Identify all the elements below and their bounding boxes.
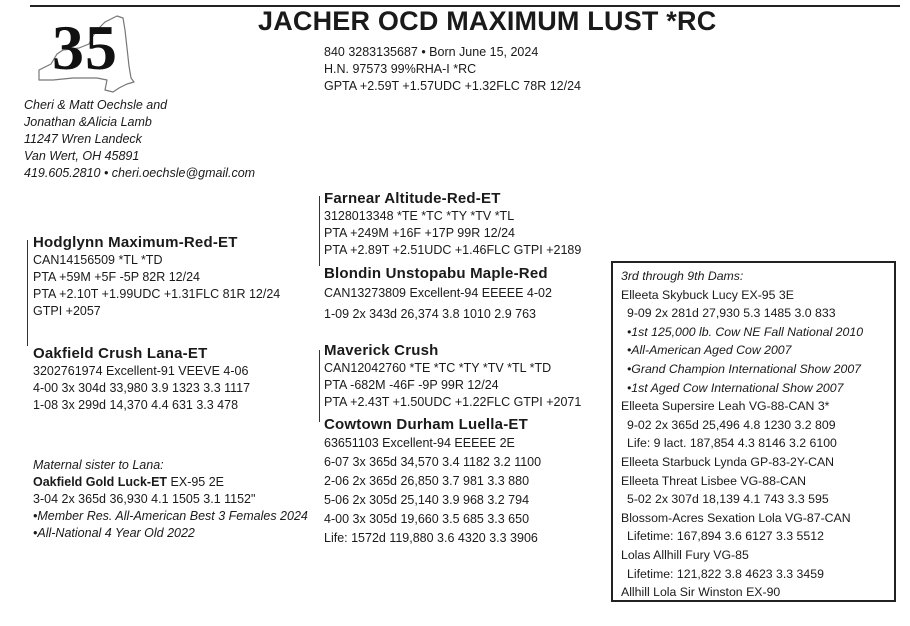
sister-name: Oakfield Gold Luck-ET	[33, 475, 168, 489]
dam-dam-id-score: 63651103 Excellent-94 EEEEE 2E	[324, 436, 515, 450]
consignor-names-1: Cheri & Matt Oechsle and	[24, 98, 168, 112]
dam8-lifetime: Lifetime: 121,822 3.8 4623 3.3 3459	[627, 566, 824, 581]
dam-dam-record-1: 6-07 3x 365d 34,570 3.4 1182 3.2 1100	[324, 455, 542, 469]
sire-dam-block	[324, 264, 552, 325]
consignor-block	[24, 97, 255, 182]
dam3-award-3: •Grand Champion International Show 2007	[627, 361, 861, 376]
dams-box-heading: 3rd through 9th Dams:	[621, 269, 744, 283]
dam-dam-block	[324, 415, 541, 548]
dam-sire-pta-2: PTA +2.43T +1.50UDC +1.22FLC GTPI +2071	[324, 395, 582, 409]
dam3-award-1: •1st 125,000 lb. Cow NE Fall National 2010	[627, 324, 864, 339]
animal-gpta: GPTA +2.59T +1.57UDC +1.32FLC 78R 12/24	[324, 79, 581, 93]
dam-sire-id: CAN12042760 *TE *TC *TY *TV *TL *TD	[324, 361, 552, 375]
dam-sire-name: Maverick Crush	[324, 342, 439, 359]
animal-id-birth: 840 3283135687 • Born June 15, 2024	[324, 45, 539, 59]
dam-record-2: 1-08 3x 299d 14,370 4.4 631 3.3 478	[33, 398, 239, 412]
dam6-record: 5-02 2x 307d 18,139 4.1 743 3.3 595	[627, 492, 829, 507]
sire-dam-record: 1-09 2x 343d 26,374 3.8 1010 2.9 763	[324, 307, 536, 321]
consignor-street: 11247 Wren Landeck	[24, 132, 142, 146]
sire-sire-block	[324, 189, 581, 259]
sire-sire-name: Farnear Altitude-Red-ET	[324, 190, 501, 207]
consignor-names-2: Jonathan &Alicia Lamb	[24, 115, 152, 129]
sister-award-2: •All-National 4 Year Old 2022	[33, 526, 195, 540]
dam7-lifetime: Lifetime: 167,894 3.6 6127 3.3 5512	[627, 529, 824, 544]
sire-sire-pta-1: PTA +249M +16F +17P 99R 12/24	[324, 226, 515, 240]
sire-name: Hodglynn Maximum-Red-ET	[33, 234, 238, 251]
sister-caption: Maternal sister to Lana:	[33, 458, 164, 472]
dam-dam-record-4: 4-00 3x 305d 19,660 3.5 685 3.3 650	[324, 512, 530, 526]
sister-award-1: •Member Res. All-American Best 3 Females 2024	[33, 509, 308, 523]
dam6-name: Elleeta Threat Lisbee VG-88-CAN	[621, 473, 806, 488]
dam7-name: Blossom-Acres Sexation Lola VG-87-CAN	[621, 510, 851, 525]
dam5-name: Elleeta Starbuck Lynda GP-83-2Y-CAN	[621, 454, 835, 469]
animal-info	[324, 44, 581, 95]
sire-block	[33, 233, 280, 320]
dam-sire-pta-1: PTA -682M -46F -9P 99R 12/24	[324, 378, 499, 392]
animal-name: JACHER OCD MAXIMUM LUST *RC	[258, 6, 717, 36]
sire-pta-2: PTA +2.10T +1.99UDC +1.31FLC 81R 12/24	[33, 287, 281, 301]
dam-dam-name: Cowtown Durham Luella-ET	[324, 416, 528, 433]
dam-block	[33, 344, 250, 414]
dam-dam-lifetime: Life: 1572d 119,880 3.6 4320 3.3 3906	[324, 531, 538, 545]
dam9-sire-name: Allhill Lola Sir Winston EX-90	[621, 585, 781, 600]
dam8-name: Lolas Allhill Fury VG-85	[621, 547, 749, 562]
dam4-record: 9-02 2x 365d 25,496 4.8 1230 3.2 809	[627, 417, 836, 432]
dam3-award-4: •1st Aged Cow International Show 2007	[627, 380, 844, 395]
maternal-sister-block	[33, 457, 308, 542]
dam4-name: Elleeta Supersire Leah VG-88-CAN 3*	[621, 399, 830, 414]
pedigree-bracket-sire-sire	[319, 196, 320, 266]
sire-dam-id-score: CAN13273809 Excellent-94 EEEEE 4-02	[324, 286, 552, 300]
dam-id-score: 3202761974 Excellent-91 VEEVE 4-06	[33, 364, 249, 378]
dam-dam-record-3: 5-06 2x 305d 25,140 3.9 968 3.2 794	[324, 493, 530, 507]
animal-hn: H.N. 97573 99%RHA-I *RC	[324, 62, 477, 76]
dam3-award-2: •All-American Aged Cow 2007	[627, 343, 792, 358]
dams-box	[611, 261, 896, 602]
sire-gtpi: GTPI +2057	[33, 304, 101, 318]
pedigree-bracket-sire	[27, 240, 28, 346]
sire-pta-1: PTA +59M +5F -5P 82R 12/24	[33, 270, 200, 284]
pedigree-bracket-dam-sire	[319, 350, 320, 422]
dam-dam-record-2: 2-06 2x 365d 26,850 3.7 981 3.3 880	[324, 474, 530, 488]
consignor-contact: 419.605.2810 • cheri.oechsle@gmail.com	[24, 166, 256, 180]
dam-record-1: 4-00 3x 304d 33,980 3.9 1323 3.3 1117	[33, 381, 251, 395]
consignor-city: Van Wert, OH 45891	[24, 149, 140, 163]
sister-score: EX-95 2E	[167, 475, 225, 489]
dam-name: Oakfield Crush Lana-ET	[33, 345, 208, 362]
dam4-lifetime: Life: 9 lact. 187,854 4.3 8146 3.2 6100	[627, 436, 837, 451]
sire-sire-pta-2: PTA +2.89T +2.51UDC +1.46FLC GTPI +2189	[324, 243, 582, 257]
sister-record: 3-04 2x 365d 36,930 4.1 1505 3.1 1152"	[33, 492, 256, 506]
dam-sire-block	[324, 341, 581, 411]
sire-dam-name: Blondin Unstopabu Maple-Red	[324, 265, 548, 282]
lot-number: 35	[52, 12, 118, 83]
dam3-name: Elleeta Skybuck Lucy EX-95 3E	[621, 287, 794, 302]
sire-sire-id: 3128013348 *TE *TC *TY *TV *TL	[324, 209, 515, 223]
dam3-record: 9-09 2x 281d 27,930 5.3 1485 3.0 833	[627, 306, 836, 321]
sister-title	[33, 474, 308, 491]
sire-id: CAN14156509 *TL *TD	[33, 253, 163, 267]
